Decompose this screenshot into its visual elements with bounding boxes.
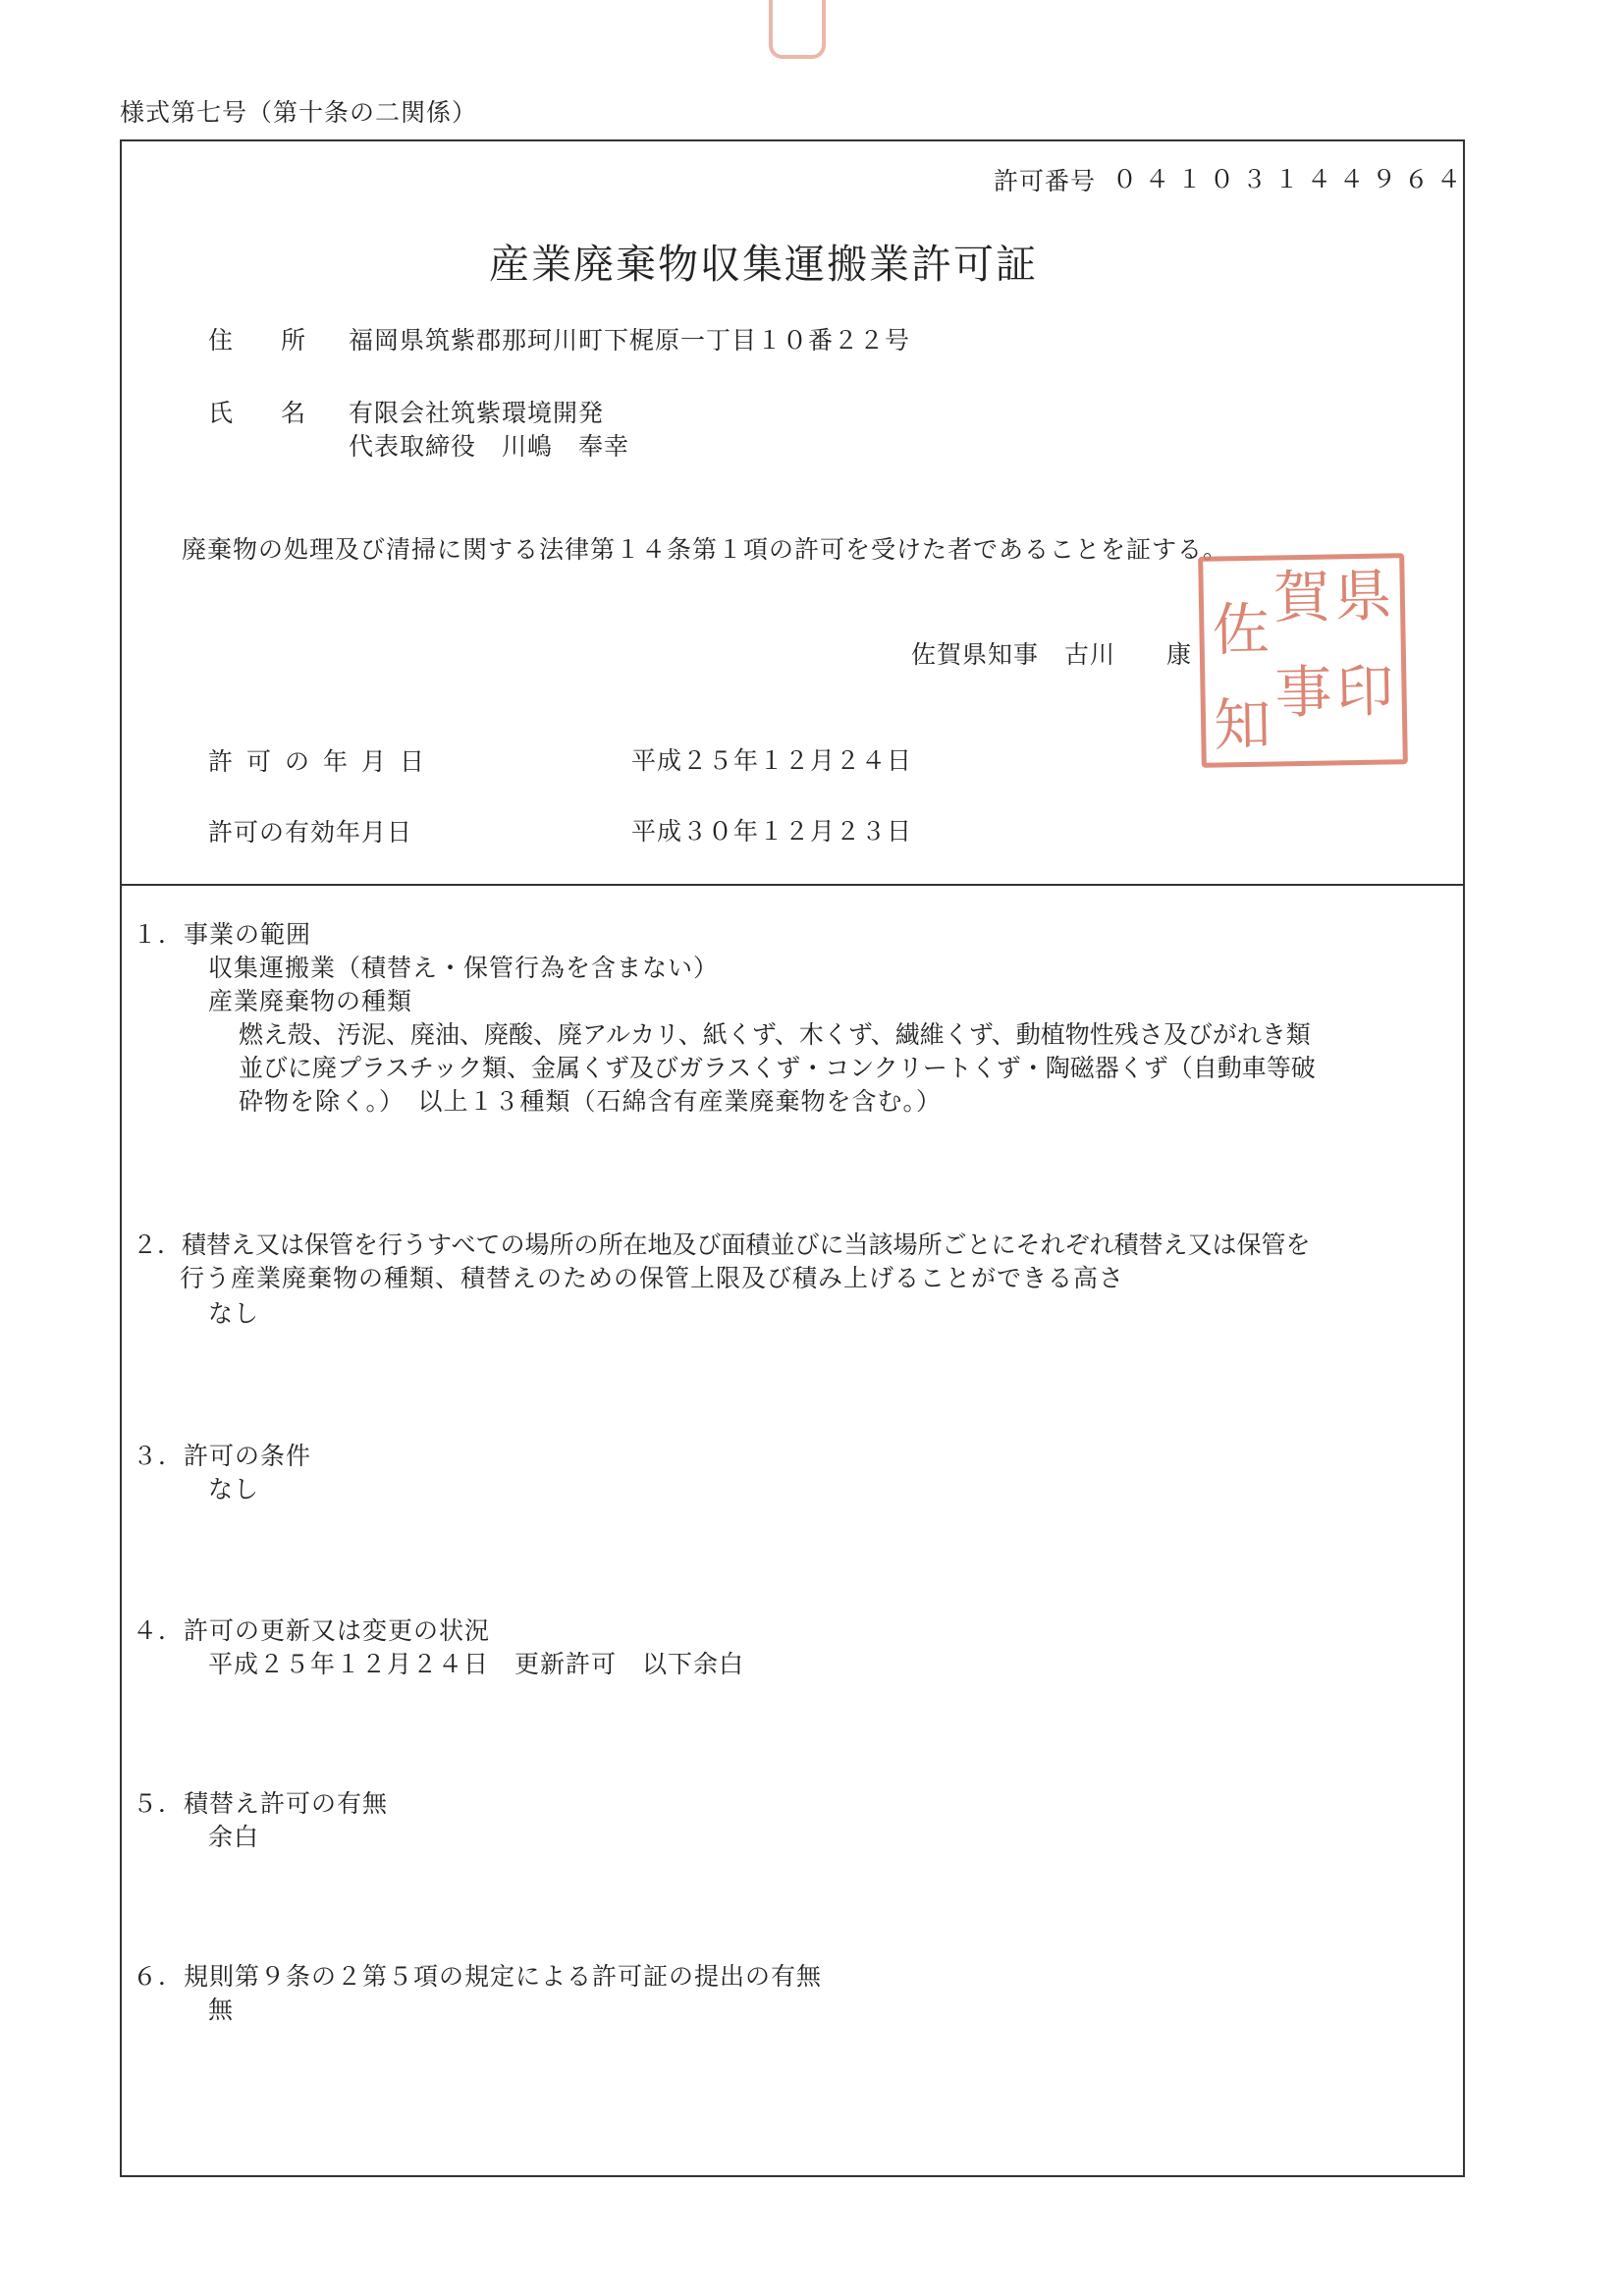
section-4-heading: ４．許可の更新又は変更の状況 — [133, 1616, 491, 1645]
page-title: 産業廃棄物収集運搬業許可証 — [489, 241, 1038, 288]
seal-char: 賀 — [1272, 563, 1331, 631]
section-2-line: 行う産業廃棄物の種類、積替えのための保管上限及び積み上げることができる高さ — [180, 1264, 1125, 1292]
seal-char: 印 — [1335, 657, 1394, 726]
section-1-line: 燃え殻、汚泥、廃油、廃酸、廃アルカリ、紙くず、木くず、繊維くず、動植物性残さ及びがれき類 — [239, 1020, 1311, 1049]
issued-date: 平成２５年１２月２４日 — [631, 746, 913, 775]
stamp-mark-top — [769, 0, 826, 59]
valid-date: 平成３０年１２月２３日 — [631, 817, 913, 846]
valid-date-label: 許可の有効年月日 — [208, 818, 413, 847]
section-1-line: 並びに廃プラスチック類、金属くず及びガラスくず・コンクリートくず・陶磁器くず（自動車等破 — [239, 1054, 1316, 1082]
section-3-heading: ３．許可の条件 — [133, 1442, 312, 1470]
seal-char: 佐 — [1212, 595, 1271, 664]
form-label: 様式第七号（第十条の二関係） — [120, 98, 478, 127]
section-1-heading: １．事業の範囲 — [133, 920, 312, 949]
section-6-line: 無 — [208, 1995, 235, 2024]
section-4-line: 平成２５年１２月２４日 更新許可 以下余白 — [208, 1650, 745, 1678]
company-name: 有限会社筑紫環境開発 — [349, 399, 605, 427]
section-5-heading: ５．積替え許可の有無 — [133, 1789, 389, 1818]
seal-char: 知 — [1213, 690, 1272, 759]
address-label: 住 所 — [208, 326, 318, 355]
name-label: 氏 名 — [208, 399, 318, 427]
seal-char: 事 — [1273, 658, 1333, 727]
permit-number: ０４１０３１４４９６４ — [1112, 165, 1470, 193]
section-2-line: なし — [208, 1299, 260, 1328]
section-1-line: 砕物を除く。） 以上１３種類（石綿含有産業廃棄物を含む。） — [239, 1087, 943, 1116]
section-3-line: なし — [208, 1475, 260, 1503]
certification-text: 廃棄物の処理及び清掃に関する法律第１４条第１項の許可を受けた者であることを証する。 — [182, 535, 1229, 564]
section-1-line: 収集運搬業（積替え・保管行為を含まない） — [208, 954, 720, 982]
section-5-line: 余白 — [208, 1823, 260, 1851]
section-6-heading: ６．規則第９条の２第５項の規定による許可証の提出の有無 — [133, 1962, 823, 1991]
signer: 佐賀県知事 古川 康 — [911, 640, 1193, 669]
certificate-frame — [120, 139, 1465, 2177]
governor-seal — [1198, 553, 1408, 768]
section-2-heading: ２．積替え又は保管を行うすべての場所の所在地及び面積並びに当該場所ごとにそれぞれ積替え又は保管を — [133, 1230, 1311, 1259]
issued-date-label: 許可の年月日 — [208, 747, 439, 776]
seal-char: 県 — [1333, 562, 1393, 630]
section-divider — [122, 884, 1463, 886]
address-value: 福岡県筑紫郡那珂川町下梶原一丁目１０番２２号 — [349, 326, 911, 355]
representative-name: 代表取締役 川嶋 奉幸 — [349, 432, 630, 461]
section-1-line: 産業廃棄物の種類 — [208, 987, 413, 1015]
permit-number-label: 許可番号 — [994, 167, 1097, 195]
